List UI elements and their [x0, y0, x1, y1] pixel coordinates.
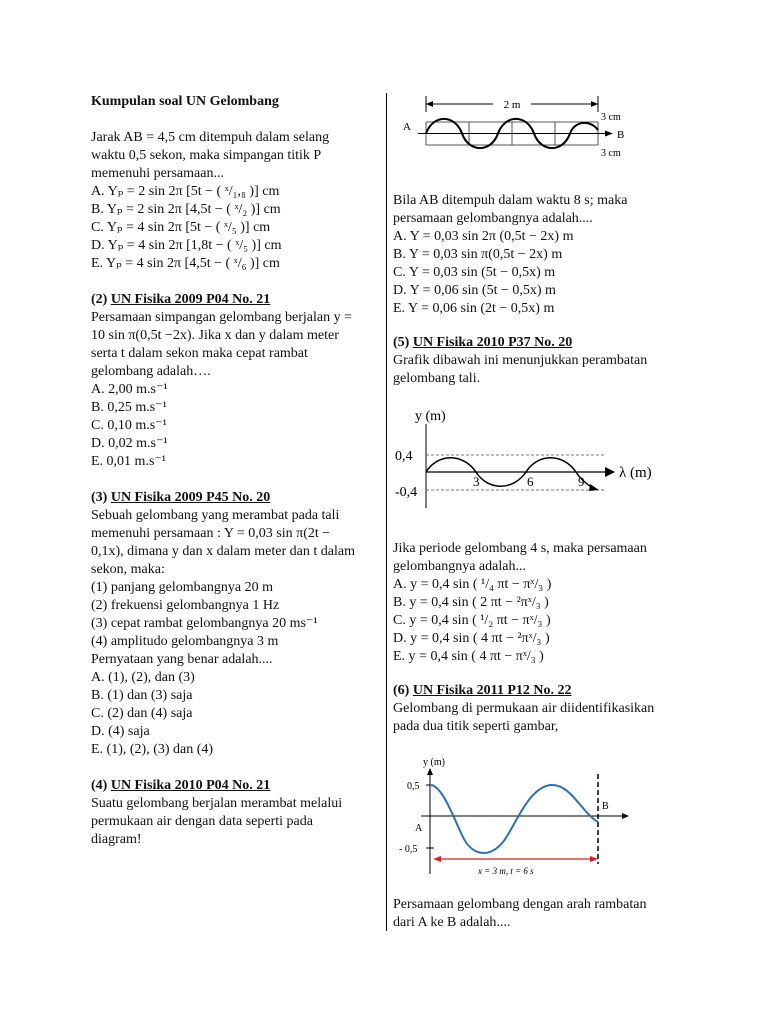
- q1-option-d: D. Yₚ = 4 sin 2π [1,8t − ( ˣ/₅ )] cm: [91, 238, 282, 253]
- q6-text-2: pada dua titik seperti gambar,: [393, 719, 559, 734]
- q5-option-b: B. y = 0,4 sin ( 2 πt − ²πˣ/₃ ): [393, 595, 549, 610]
- q3-statement-3: (3) cepat rambat gelombangnya 20 ms⁻¹: [91, 616, 318, 631]
- q1-option-e: E. Yₚ = 4 sin 2π [4,5t − ( ˣ/₆ )] cm: [91, 256, 280, 271]
- q6-caption: x = 3 m, t = 6 s: [478, 866, 534, 876]
- q5-after-2: gelombangnya adalah...: [393, 559, 526, 574]
- q6-heading: (6) UN Fisika 2011 P12 No. 22: [393, 683, 572, 698]
- q5-tick-3: 3: [473, 474, 480, 489]
- page-title: Kumpulan soal UN Gelombang: [91, 94, 279, 109]
- q3-text-2: memenuhi persamaan : Y = 0,03 sin π(2t −: [91, 526, 331, 541]
- q6-after-2: dari A ke B adalah....: [393, 915, 511, 930]
- wave-graph-q5: [393, 400, 663, 510]
- q4-text-3: diagram!: [91, 832, 142, 847]
- q3-statement-4: (4) amplitudo gelombangnya 3 m: [91, 634, 279, 649]
- q4-heading: (4) UN Fisika 2010 P04 No. 21: [91, 778, 271, 793]
- q5-tick-9: 9: [578, 474, 585, 489]
- q6-text-1: Gelombang di permukaan air diidentifikasikan: [393, 701, 655, 716]
- q3-text-1: Sebuah gelombang yang merambat pada tali: [91, 508, 340, 523]
- q3-option-e: E. (1), (2), (3) dan (4): [91, 742, 214, 757]
- q2-text-1: Persamaan simpangan gelombang berjalan y =: [91, 310, 352, 325]
- q3-heading: (3) UN Fisika 2009 P45 No. 20: [91, 490, 271, 505]
- q4-text-1: Suatu gelombang berjalan merambat melalui: [91, 796, 343, 811]
- q5-x-axis-label: λ (m): [619, 465, 652, 481]
- q6-y-axis-label: y (m): [423, 757, 445, 768]
- q5-option-a: A. y = 0,4 sin ( ¹/₄ πt − πˣ/₃ ): [393, 577, 552, 592]
- q3-option-d: D. (4) saja: [91, 724, 150, 739]
- q4-option-d: D. Y = 0,06 sin (5t − 0,5x) m: [393, 283, 556, 298]
- q3-text-3: 0,1x), dimana y dan x dalam meter dan t dalam: [91, 544, 355, 559]
- q1-text-1: Jarak AB = 4,5 cm ditempuh dalam selang: [91, 130, 330, 145]
- point-b-label: B: [617, 129, 625, 141]
- q4-option-c: C. Y = 0,03 sin (5t − 0,5x) m: [393, 265, 556, 280]
- q4-cont-text-1: Bila AB ditempuh dalam waktu 8 s; maka: [393, 193, 628, 208]
- column-divider: [386, 93, 387, 931]
- q3-option-a: A. (1), (2), dan (3): [91, 670, 195, 685]
- amplitude-bottom-label: 3 cm: [601, 148, 621, 159]
- q4-option-b: B. Y = 0,03 sin π(0,5t − 2x) m: [393, 247, 563, 262]
- q3-text-4: sekon, maka:: [91, 562, 165, 577]
- q5-option-e: E. y = 0,4 sin ( 4 πt − πˣ/₃ ): [393, 649, 544, 664]
- q2-option-c: C. 0,10 m.s⁻¹: [91, 418, 167, 433]
- q6-point-a-label: A: [415, 823, 423, 834]
- q5-heading: (5) UN Fisika 2010 P37 No. 20: [393, 335, 573, 350]
- q2-option-b: B. 0,25 m.s⁻¹: [91, 400, 167, 415]
- q3-statement-1: (1) panjang gelombangnya 20 m: [91, 580, 273, 595]
- q5-text-1: Grafik dibawah ini menunjukkan perambatan: [393, 353, 648, 368]
- q3-statement-2: (2) frekuensi gelombangnya 1 Hz: [91, 598, 280, 613]
- wave-graph-q6: [393, 752, 643, 880]
- q4-cont-text-2: persamaan gelombangnya adalah....: [393, 211, 593, 226]
- q6-point-b-label: B: [602, 801, 609, 812]
- q4-option-a: A. Y = 0,03 sin 2π (0,5t − 2x) m: [393, 229, 574, 244]
- q6-y-bottom-label: - 0,5: [399, 844, 418, 855]
- point-a-label: A: [403, 121, 411, 133]
- q5-y-axis-label: y (m): [415, 409, 446, 424]
- q2-text-2: 10 sin π(0,5t −2x). Jika x dan y dalam meter: [91, 328, 339, 343]
- amplitude-top-label: 3 cm: [601, 112, 621, 123]
- q4-option-e: E. Y = 0,06 sin (2t − 0,5x) m: [393, 301, 555, 316]
- q5-text-2: gelombang tali.: [393, 371, 481, 386]
- wave-length-label: 2 m: [503, 99, 521, 111]
- q3-option-b: B. (1) dan (3) saja: [91, 688, 193, 703]
- q1-option-c: C. Yₚ = 4 sin 2π [5t − ( ˣ/₅ )] cm: [91, 220, 271, 235]
- q2-text-3: serta t dalam sekon maka cepat rambat: [91, 346, 308, 361]
- q5-option-c: C. y = 0,4 sin ( ¹/₂ πt − πˣ/₃ ): [393, 613, 551, 628]
- q2-option-d: D. 0,02 m.s⁻¹: [91, 436, 168, 451]
- q2-heading: (2) UN Fisika 2009 P04 No. 21: [91, 292, 271, 307]
- q1-text-3: memenuhi persamaan...: [91, 166, 224, 181]
- q2-option-a: A. 2,00 m.s⁻¹: [91, 382, 168, 397]
- q6-after-1: Persamaan gelombang dengan arah rambatan: [393, 897, 647, 912]
- q5-option-d: D. y = 0,4 sin ( 4 πt − ²πˣ/₃ ): [393, 631, 550, 646]
- q3-prompt: Pernyataan yang benar adalah....: [91, 652, 273, 667]
- q1-text-2: waktu 0,5 sekon, maka simpangan titik P: [91, 148, 322, 163]
- q2-text-4: gelombang adalah….: [91, 364, 211, 379]
- q5-tick-6: 6: [527, 474, 534, 489]
- q5-after-1: Jika periode gelombang 4 s, maka persamaan: [393, 541, 647, 556]
- q4-text-2: permukaan air dengan data seperti pada: [91, 814, 313, 829]
- q1-option-b: B. Yₚ = 2 sin 2π [4,5t − ( ˣ/₂ )] cm: [91, 202, 281, 217]
- q5-y-bottom-label: -0,4: [395, 485, 418, 500]
- q2-option-e: E. 0,01 m.s⁻¹: [91, 454, 166, 469]
- q1-option-a: A. Yₚ = 2 sin 2π [5t − ( ˣ/₁,₈ )] cm: [91, 184, 280, 199]
- q3-option-c: C. (2) dan (4) saja: [91, 706, 193, 721]
- q5-y-top-label: 0,4: [395, 449, 413, 464]
- wave-diagram-ab: [393, 92, 643, 162]
- q6-y-top-label: 0,5: [407, 781, 420, 792]
